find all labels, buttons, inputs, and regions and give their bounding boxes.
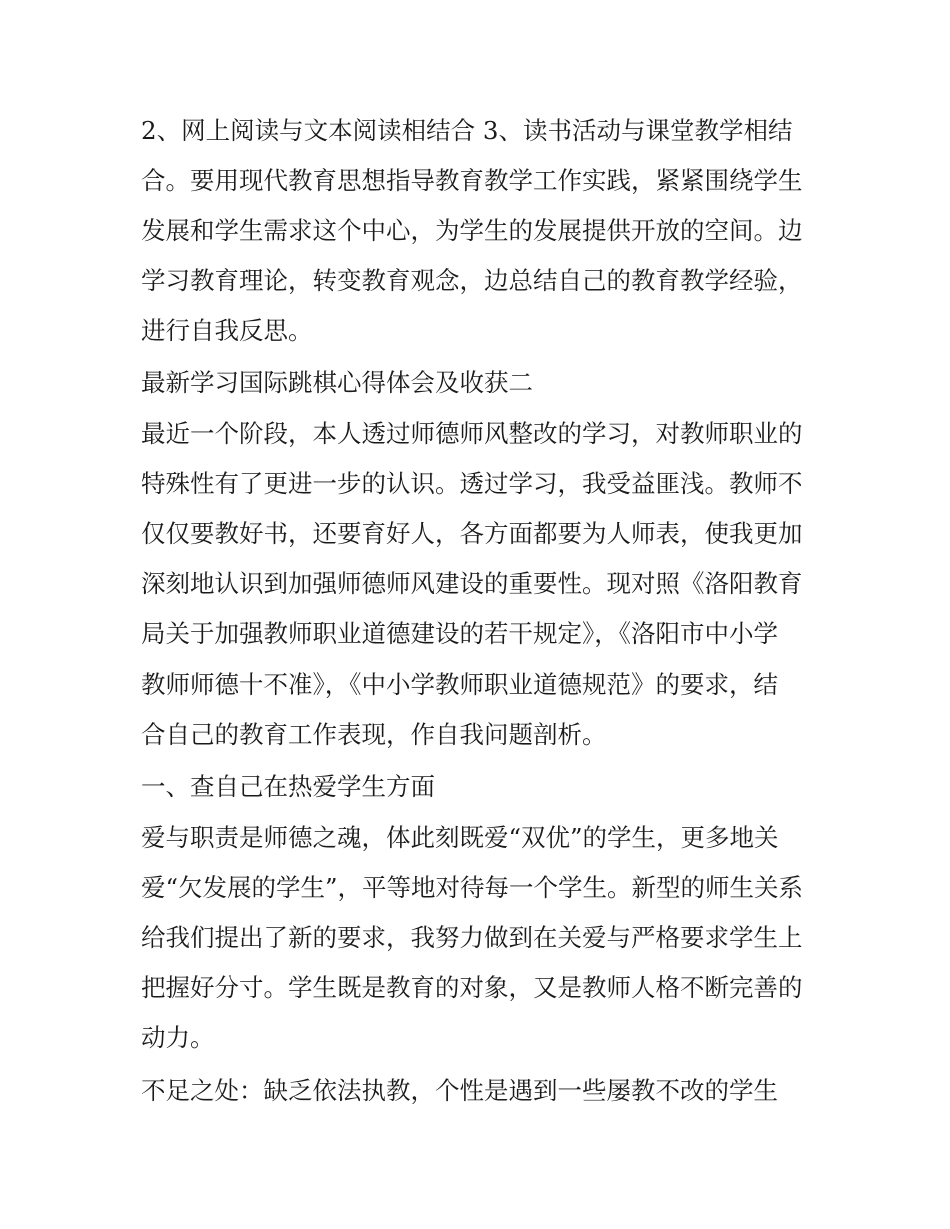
text-line: 教师师德十不准》，《中小学教师职业道德规范》的要求，结 <box>141 670 778 699</box>
text-line: 动力。 <box>141 1023 215 1052</box>
text-line: 把握好分寸。学生既是教育的对象，又是教师人格不断完善的 <box>141 973 803 1002</box>
text-line: 仅仅要教好书，还要育好人，各方面都要为人师表，使我更加 <box>141 519 803 548</box>
section-heading: 最新学习国际跳棋心得体会及收获二 <box>141 368 533 397</box>
text-line: 深刻地认识到加强师德师风建设的重要性。现对照《洛阳教育 <box>141 569 803 598</box>
text-line: 给我们提出了新的要求，我努力做到在关爱与严格要求学生上 <box>141 923 803 952</box>
text-line: 合。要用现代教育思想指导教育教学工作实践，紧紧围绕学生 <box>141 166 803 195</box>
text-line: 爱与职责是师德之魂，体此刻既爱“双优”的学生，更多地关 <box>141 823 779 852</box>
text-line: 合自己的教育工作表现，作自我问题剖析。 <box>141 720 607 749</box>
text-line: 爱“欠发展的学生”，平等地对待每一个学生。新型的师生关系 <box>141 873 804 902</box>
text-line: 学习教育理论，转变教育观念，边总结自己的教育教学经验， <box>141 266 803 295</box>
text-line: 2、网上阅读与文本阅读相结合 3、读书活动与课堂教学相结 <box>141 116 793 145</box>
text-line: 不足之处：缺乏依法执教，个性是遇到一些屡教不改的学生 <box>141 1076 778 1105</box>
text-line: 特殊性有了更进一步的认识。透过学习，我受益匪浅。教师不 <box>141 469 803 498</box>
text-line: 局关于加强教师职业道德建设的若干规定》，《洛阳市中小学 <box>141 619 778 648</box>
text-line: 最近一个阶段，本人透过师德师风整改的学习，对教师职业的 <box>141 419 803 448</box>
text-line: 进行自我反思。 <box>141 316 313 345</box>
section-heading: 一、查自己在热爱学生方面 <box>141 772 435 801</box>
text-line: 发展和学生需求这个中心，为学生的发展提供开放的空间。边 <box>141 216 803 245</box>
